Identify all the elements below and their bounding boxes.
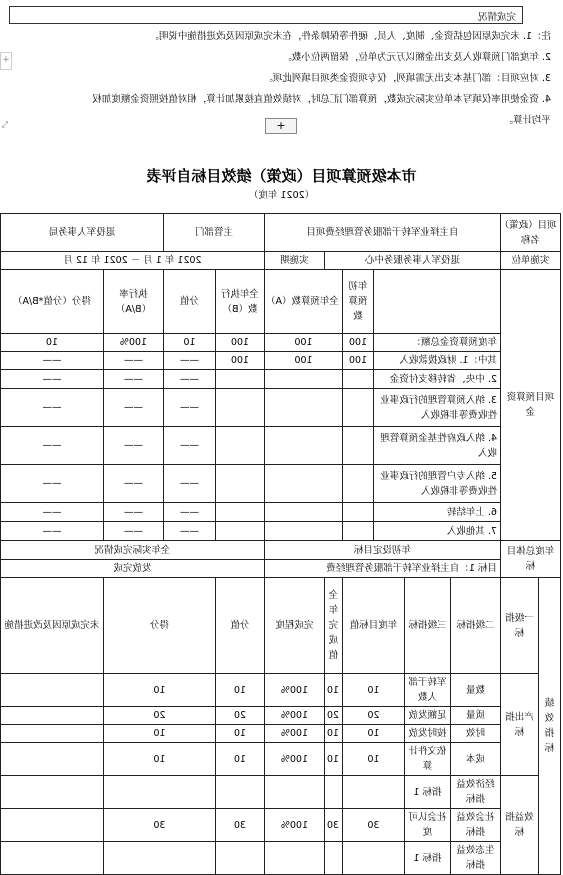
note-line: 平均计算。 bbox=[503, 115, 551, 126]
table-row bbox=[0, 370, 560, 389]
goals-plan-label: 年初设定目标 bbox=[264, 541, 500, 560]
column-header: 分值 bbox=[163, 270, 215, 334]
table-cell: —— bbox=[0, 370, 103, 389]
table-cell: 20 bbox=[215, 707, 264, 725]
table-cell: 社会效益指标 bbox=[450, 809, 500, 842]
row-label: 3. 纳入预算管理的行政事业性收费等非税收入 bbox=[373, 389, 500, 427]
goals-plan: 目标 1：自主择业军转干部服务管理经费 bbox=[264, 560, 500, 578]
table-cell bbox=[215, 503, 264, 522]
table-cell bbox=[0, 674, 103, 707]
column-header: 二级指标 bbox=[450, 578, 500, 674]
table-cell bbox=[342, 842, 404, 875]
table-cell bbox=[103, 842, 215, 875]
column-header: 年初预算数 bbox=[342, 270, 373, 334]
table-cell: 30 bbox=[103, 809, 215, 842]
table-cell: —— bbox=[163, 427, 215, 465]
table-cell: 20 bbox=[324, 707, 342, 725]
status-box bbox=[9, 6, 523, 24]
row-label: 2. 中央、省转移支付资金 bbox=[373, 370, 500, 389]
table-row bbox=[0, 743, 560, 776]
status-box-label: 完成情况 bbox=[477, 12, 516, 23]
impl-period: 2021 年 1 月 － 2021 年 12 月 bbox=[0, 252, 264, 270]
table-row bbox=[0, 465, 560, 503]
row-label: 年度预算资金总额： bbox=[373, 334, 500, 352]
row-label: 5. 纳入专户管理的行政事业性收费等非税收入 bbox=[373, 465, 500, 503]
table-cell bbox=[264, 503, 342, 522]
evaluation-table bbox=[0, 213, 561, 875]
table-cell bbox=[264, 427, 342, 465]
page-subtitle: （2021 年度） bbox=[248, 190, 315, 201]
table-cell bbox=[0, 776, 103, 809]
table-cell bbox=[264, 842, 324, 875]
table-cell bbox=[0, 809, 103, 842]
table-cell: —— bbox=[0, 465, 103, 503]
table-cell bbox=[342, 389, 373, 427]
row-label: 7. 其他收入 bbox=[373, 522, 500, 541]
table-cell bbox=[215, 465, 264, 503]
output-indicator-label: 产出指标 bbox=[500, 674, 538, 776]
row-label: 4. 纳入政府性基金预算管理收入 bbox=[373, 427, 500, 465]
table-cell: 依文件计算 bbox=[404, 743, 450, 776]
row-label: 6. 上年结转 bbox=[373, 503, 500, 522]
table-cell: 经济效益指标 bbox=[450, 776, 500, 809]
table-row bbox=[0, 522, 560, 541]
dept-label: 主管部门 bbox=[163, 214, 264, 252]
table-cell bbox=[0, 842, 103, 875]
table-cell bbox=[324, 776, 342, 809]
table-row bbox=[0, 389, 560, 427]
funds-section-label: 项目预算资金 bbox=[500, 270, 560, 541]
table-cell bbox=[215, 370, 264, 389]
column-header: 全年预算数（A） bbox=[264, 270, 342, 334]
table-cell: 10 bbox=[103, 725, 215, 743]
column-header: 未完成原因及改进措施 bbox=[0, 578, 103, 674]
table-cell: 10 bbox=[342, 674, 404, 707]
table-cell bbox=[0, 725, 103, 743]
table-cell: 10 bbox=[324, 725, 342, 743]
goals-section-label: 年度总体目标 bbox=[500, 541, 560, 578]
goals-actual: 发放完成 bbox=[0, 560, 264, 578]
indicators-section-label: 绩效指标 bbox=[539, 578, 561, 875]
table-cell: 10 bbox=[342, 725, 404, 743]
table-cell bbox=[103, 776, 215, 809]
table-cell bbox=[342, 427, 373, 465]
table-cell: 100% bbox=[103, 334, 163, 352]
table-cell: —— bbox=[103, 465, 163, 503]
column-header: 分值 bbox=[215, 578, 264, 674]
table-cell bbox=[215, 522, 264, 541]
table-cell bbox=[215, 389, 264, 427]
notes bbox=[6, 26, 551, 131]
table-cell bbox=[0, 707, 103, 725]
table-cell bbox=[0, 743, 103, 776]
table-cell: —— bbox=[163, 389, 215, 427]
table-cell bbox=[264, 776, 324, 809]
table-cell: 生态效益指标 bbox=[450, 842, 500, 875]
note-line: 4. 资金使用率仅填写本单位实际完成数，预算部门汇总时，对绩效值直接累加计算，相对值按照资金额度加权 bbox=[92, 94, 551, 105]
column-header: 执行率（B/A） bbox=[103, 270, 163, 334]
project-name: 自主择业军转干部服务管理经费项目 bbox=[264, 214, 500, 252]
table-cell: —— bbox=[0, 522, 103, 541]
table-cell: —— bbox=[0, 503, 103, 522]
table-cell bbox=[264, 465, 342, 503]
column-header: 完成程度 bbox=[264, 578, 324, 674]
table-cell: 100% bbox=[264, 809, 324, 842]
table-cell: —— bbox=[163, 370, 215, 389]
table-cell bbox=[342, 522, 373, 541]
table-cell: 10 bbox=[163, 334, 215, 352]
table-cell: —— bbox=[0, 352, 103, 370]
table-row bbox=[0, 809, 560, 842]
table-cell: —— bbox=[103, 389, 163, 427]
table-cell: 100% bbox=[264, 707, 324, 725]
table-cell: 100% bbox=[264, 725, 324, 743]
table-cell bbox=[215, 427, 264, 465]
table-cell: 10 bbox=[103, 743, 215, 776]
table-row bbox=[0, 427, 560, 465]
table-cell bbox=[264, 522, 342, 541]
table-cell: 20 bbox=[103, 707, 215, 725]
table-cell: 100 bbox=[342, 334, 373, 352]
column-header: 得分 bbox=[103, 578, 215, 674]
column-header: 三级指标 bbox=[404, 578, 450, 674]
goals-actual-label: 全年实际完成情况 bbox=[0, 541, 264, 560]
table-cell bbox=[324, 842, 342, 875]
table-cell: 指标 1 bbox=[404, 776, 450, 809]
note-line: 注：1. 未完成原因包括资金、制度、人员、硬件等保障条件，在未完成原因及改进措施中说明。 bbox=[149, 31, 551, 42]
table-cell: 10 bbox=[103, 674, 215, 707]
table-cell: —— bbox=[163, 503, 215, 522]
column-header: 全年执行数（B） bbox=[215, 270, 264, 334]
table-cell: 30 bbox=[324, 809, 342, 842]
table-cell bbox=[342, 465, 373, 503]
dept-name: 退役军人事务局 bbox=[0, 214, 163, 252]
table-cell: 10 bbox=[324, 743, 342, 776]
table-cell: 10 bbox=[0, 334, 103, 352]
table-cell: 军转干部人数 bbox=[404, 674, 450, 707]
table-cell bbox=[342, 776, 404, 809]
table-cell: 10 bbox=[324, 674, 342, 707]
table-cell: —— bbox=[0, 389, 103, 427]
table-cell bbox=[215, 842, 264, 875]
table-row bbox=[0, 776, 560, 809]
column-header: 年度目标值 bbox=[342, 578, 404, 674]
table-cell: 100 bbox=[215, 334, 264, 352]
column-header: 得分（分值*B/A） bbox=[0, 270, 103, 334]
table-cell: —— bbox=[103, 352, 163, 370]
note-line: 3. 对应项目：部门基本支出无需填列，仅专项资金类项目填列此项。 bbox=[263, 73, 551, 84]
table-cell: —— bbox=[103, 503, 163, 522]
table-cell: 时效 bbox=[450, 725, 500, 743]
table-cell: 数量 bbox=[450, 674, 500, 707]
table-cell: —— bbox=[103, 370, 163, 389]
table-cell: —— bbox=[163, 522, 215, 541]
resize-icon[interactable]: ⤡ bbox=[2, 120, 9, 129]
table-cell: —— bbox=[103, 522, 163, 541]
add-row-button[interactable]: + bbox=[265, 118, 297, 134]
table-row bbox=[0, 725, 560, 743]
column-header: 一级指标 bbox=[500, 578, 538, 674]
table-cell: 成本 bbox=[450, 743, 500, 776]
table-cell: 30 bbox=[342, 809, 404, 842]
table-cell: 质量 bbox=[450, 707, 500, 725]
table-cell: 社会认可度 bbox=[404, 809, 450, 842]
table-cell: —— bbox=[163, 465, 215, 503]
note-line: 2. 年度部门预算收入及支出金额以万元为单位，保留两位小数。 bbox=[282, 52, 551, 63]
table-cell: 足额发放 bbox=[404, 707, 450, 725]
table-cell: 10 bbox=[215, 674, 264, 707]
page-title: 市本级预算项目（政策）绩效目标自评表 bbox=[146, 167, 417, 185]
table-row bbox=[0, 334, 560, 352]
table-cell: 10 bbox=[215, 725, 264, 743]
impl-unit-label: 实施单位 bbox=[500, 252, 560, 270]
table-cell: 10 bbox=[342, 743, 404, 776]
table-cell: —— bbox=[0, 427, 103, 465]
table-row bbox=[0, 503, 560, 522]
table-cell: 100 bbox=[215, 352, 264, 370]
table-cell: 100 bbox=[264, 352, 342, 370]
table-cell bbox=[342, 503, 373, 522]
impl-unit: 退役军人事务服务中心 bbox=[324, 252, 500, 270]
table-cell: 100% bbox=[264, 743, 324, 776]
table-row bbox=[0, 707, 560, 725]
table-cell: 100% bbox=[264, 674, 324, 707]
project-name-label: 项目（政策）名称 bbox=[500, 214, 560, 252]
table-cell bbox=[264, 389, 342, 427]
table-cell: —— bbox=[163, 352, 215, 370]
table-cell: 20 bbox=[342, 707, 404, 725]
table-cell: 100 bbox=[342, 352, 373, 370]
table-cell: 30 bbox=[215, 809, 264, 842]
column-header: 全年完成值 bbox=[324, 578, 342, 674]
table-cell bbox=[342, 370, 373, 389]
table-row bbox=[0, 674, 560, 707]
table-cell: 10 bbox=[215, 743, 264, 776]
table-row bbox=[0, 352, 560, 370]
impl-period-label: 实施期 bbox=[264, 252, 324, 270]
table-cell: 按时发放 bbox=[404, 725, 450, 743]
table-cell: —— bbox=[103, 427, 163, 465]
row-label: 其中：1. 财政拨款收入 bbox=[373, 352, 500, 370]
table-row bbox=[0, 842, 560, 875]
table-cell: 指标 1 bbox=[404, 842, 450, 875]
side-add-button[interactable]: + bbox=[0, 52, 12, 70]
table-cell bbox=[215, 776, 264, 809]
benefit-indicator-label: 效益指标 bbox=[500, 776, 538, 875]
table-cell: 100 bbox=[264, 334, 342, 352]
table-cell bbox=[264, 370, 342, 389]
